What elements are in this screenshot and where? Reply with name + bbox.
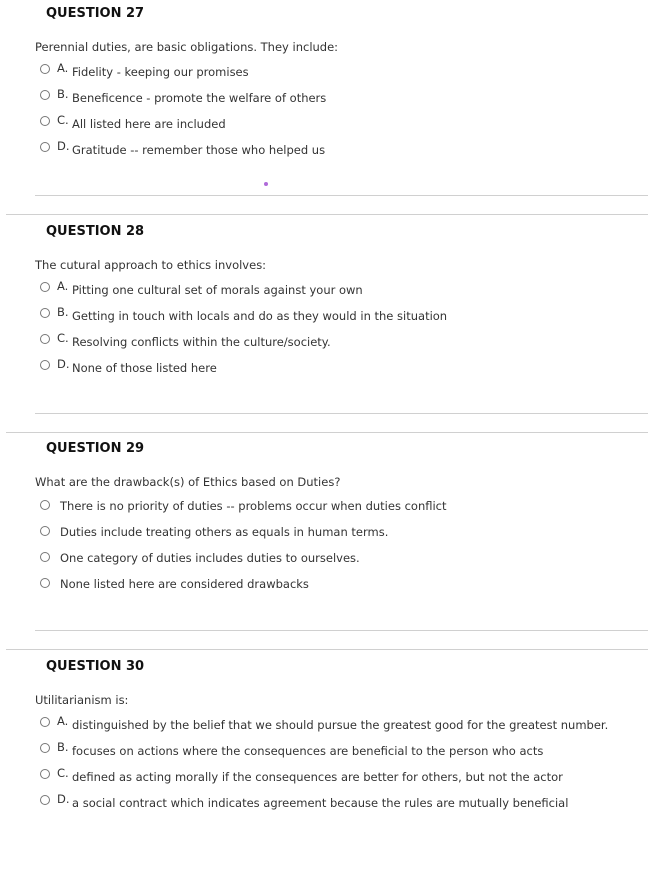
radio-button[interactable] [40, 578, 50, 588]
question-prompt: What are the drawback(s) of Ethics based on Duties? [35, 475, 341, 489]
option-letter: D. [57, 139, 70, 153]
option-a[interactable] [40, 279, 640, 299]
question-27 [0, 0, 648, 217]
option-d[interactable] [40, 357, 640, 377]
question-title: QUESTION 29 [46, 441, 145, 456]
option-2[interactable] [40, 523, 640, 543]
option-text: Duties include treating others as equals in human terms. [60, 525, 389, 539]
divider [6, 432, 648, 433]
radio-button[interactable] [40, 360, 50, 370]
option-letter: D. [57, 357, 70, 371]
radio-button[interactable] [40, 334, 50, 344]
option-text: Getting in touch with locals and do as they would in the situation [72, 309, 448, 323]
option-letter: A. [57, 279, 69, 293]
radio-button[interactable] [40, 526, 50, 536]
option-letter: C. [57, 766, 69, 780]
radio-button[interactable] [40, 116, 50, 126]
option-letter: B. [57, 305, 69, 319]
option-b[interactable] [40, 740, 640, 760]
divider [6, 214, 648, 215]
option-text: defined as acting morally if the consequences are better for others, but not the actor [72, 770, 563, 784]
option-text: All listed here are included [72, 117, 226, 131]
question-title: QUESTION 30 [46, 659, 145, 674]
option-letter: D. [57, 792, 70, 806]
option-letter: C. [57, 113, 69, 127]
radio-button[interactable] [40, 500, 50, 510]
option-text: focuses on actions where the consequences are beneficial to the person who acts [72, 744, 544, 758]
option-text: There is no priority of duties -- problems occur when duties conflict [60, 499, 447, 513]
question-28 [0, 218, 648, 435]
radio-button[interactable] [40, 308, 50, 318]
option-a[interactable] [40, 61, 640, 81]
option-text: None listed here are considered drawbacks [60, 577, 309, 591]
option-text: None of those listed here [72, 361, 217, 375]
question-title: QUESTION 28 [46, 224, 145, 239]
option-text: Pitting one cultural set of morals against your own [72, 283, 363, 297]
option-text: Gratitude -- remember those who helped us [72, 143, 326, 157]
question-prompt: Utilitarianism is: [35, 693, 129, 707]
option-letter: A. [57, 714, 69, 728]
question-prompt: Perennial duties, are basic obligations. They include: [35, 40, 339, 54]
question-30 [0, 653, 648, 870]
radio-button[interactable] [40, 282, 50, 292]
question-title: QUESTION 27 [46, 6, 145, 21]
option-b[interactable] [40, 87, 640, 107]
option-d[interactable] [40, 792, 640, 812]
option-text: distinguished by the belief that we should pursue the greatest good for the greatest number. [72, 718, 609, 732]
cursor-dot [264, 182, 268, 186]
option-text: Fidelity - keeping our promises [72, 65, 249, 79]
option-c[interactable] [40, 331, 640, 351]
option-letter: A. [57, 61, 69, 75]
option-letter: B. [57, 740, 69, 754]
radio-button[interactable] [40, 90, 50, 100]
question-29 [0, 435, 648, 652]
radio-button[interactable] [40, 142, 50, 152]
question-prompt: The cutural approach to ethics involves: [35, 258, 267, 272]
option-1[interactable] [40, 497, 640, 517]
option-4[interactable] [40, 575, 640, 595]
divider [35, 413, 648, 414]
option-text: One category of duties includes duties to ourselves. [60, 551, 360, 565]
option-text: Beneficence - promote the welfare of others [72, 91, 327, 105]
radio-button[interactable] [40, 552, 50, 562]
divider [35, 630, 648, 631]
option-text: Resolving conflicts within the culture/society. [72, 335, 331, 349]
divider [35, 195, 648, 196]
radio-button[interactable] [40, 717, 50, 727]
radio-button[interactable] [40, 743, 50, 753]
radio-button[interactable] [40, 795, 50, 805]
option-c[interactable] [40, 766, 640, 786]
option-c[interactable] [40, 113, 640, 133]
option-letter: C. [57, 331, 69, 345]
divider [6, 649, 648, 650]
option-text: a social contract which indicates agreement because the rules are mutually beneficial [72, 796, 569, 810]
option-d[interactable] [40, 139, 640, 159]
radio-button[interactable] [40, 64, 50, 74]
option-a[interactable] [40, 714, 640, 734]
option-letter: B. [57, 87, 69, 101]
radio-button[interactable] [40, 769, 50, 779]
option-3[interactable] [40, 549, 640, 569]
option-b[interactable] [40, 305, 640, 325]
